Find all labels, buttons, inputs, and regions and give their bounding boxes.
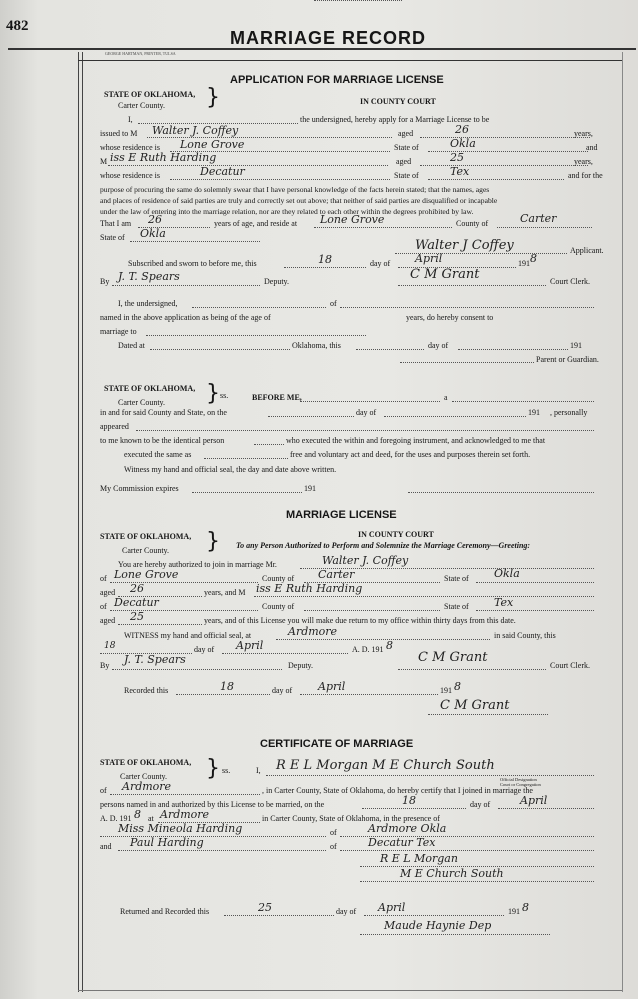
cert-witness2: Paul Harding <box>130 836 204 849</box>
app-line3-c: and <box>586 143 598 152</box>
lic-court: IN COUNTY COURT <box>358 530 434 539</box>
page-title: MARRIAGE RECORD <box>230 28 427 48</box>
left-margin-rule <box>78 52 79 992</box>
app-county-blank <box>497 227 592 228</box>
cert-day: 18 <box>402 794 416 807</box>
cert-month: April <box>520 794 548 807</box>
ack-year: 191 <box>528 408 540 417</box>
lic-line5-b: years, and of this License you will make due return to my office within thirty days from this date. <box>204 616 516 625</box>
lic-state-hw: Okla <box>494 567 520 580</box>
parent-label: Parent or Guardian. <box>536 355 599 364</box>
consent-day-of: day of <box>428 341 449 350</box>
cert-year: 8 <box>134 808 141 821</box>
lic-day-of: day of <box>194 645 215 654</box>
lic-recorded: Recorded this <box>124 686 169 695</box>
lic-county-hw: Carter <box>318 568 355 581</box>
cert-officiant-blank <box>266 775 594 776</box>
consent-name-blank <box>192 307 326 308</box>
cert-official-designation: Official Designation <box>500 777 537 782</box>
consent-dated-blank <box>150 349 290 350</box>
app-para1: purpose of procuring the same do solemnly swear that I have personal knowledge of the facts herein stated; that the names, ages <box>100 185 490 194</box>
cert-signature: R E L Morgan <box>380 852 458 865</box>
lic-bride: iss E Ruth Harding <box>256 582 363 595</box>
cert-line3-b: at <box>148 814 154 823</box>
consent-line1-b: of <box>330 299 337 308</box>
cert-witness1-of: Ardmore Okla <box>368 822 447 835</box>
lic-at: Ardmore <box>288 625 338 638</box>
lic-line4-c: State of <box>444 602 469 611</box>
lic-rec-month: April <box>318 680 346 693</box>
cert-county: Carter County. <box>120 772 168 781</box>
clerk-name: C M Grant <box>410 267 480 282</box>
lic-bride-state: Tex <box>494 596 514 609</box>
lic-court-clerk: Court Clerk. <box>550 661 590 670</box>
app-reside-blank <box>314 227 452 228</box>
lic-bride-of: Decatur <box>114 596 159 609</box>
printer-line: GEORGE HARTMAN, PRINTER, TULSA <box>105 51 176 56</box>
ack-appeared-blank <box>136 430 594 431</box>
ack-day-of: day of <box>356 408 377 417</box>
consent-line2-b: years, do hereby consent to <box>406 313 494 322</box>
ack-ss: ss. <box>220 391 229 400</box>
ack-notary-blank <box>408 492 594 493</box>
app-line2-a: issued to M <box>100 129 138 138</box>
lic-rec-day-of: day of <box>272 686 293 695</box>
groom-age: 26 <box>455 123 469 136</box>
cert-line3-a: A. D. 191 <box>100 814 132 823</box>
sworn-day: 18 <box>318 253 332 266</box>
cert-ret-day-of: day of <box>336 907 357 916</box>
app-line2-b: aged <box>398 129 414 138</box>
clerk-blank <box>398 285 546 286</box>
lic-by: By <box>100 661 110 670</box>
app-line3-a: whose residence is <box>100 143 160 152</box>
ack-line3-a: to me known to be the identical person <box>100 436 225 445</box>
app-county: Carter County. <box>118 101 166 110</box>
sworn-text: Subscribed and sworn to before me, this <box>128 259 257 268</box>
consent-month-blank <box>458 349 568 350</box>
app-line7-a: State of <box>100 233 125 242</box>
cert-returned: Returned and Recorded this <box>120 907 210 916</box>
groom-name: Walter J. Coffey <box>152 124 239 137</box>
app-state2-blank <box>130 241 260 242</box>
lic-rec-day-blank <box>176 694 270 695</box>
cert-officiant: R E L Morgan M E Church South <box>276 758 495 773</box>
ack-witness: Witness my hand and official seal, the day and date above written. <box>124 465 337 474</box>
cert-line5-of: of <box>330 842 337 851</box>
ack-county: Carter County. <box>118 398 166 407</box>
ack-month-blank <box>384 416 526 417</box>
certificate-heading: CERTIFICATE OF MARRIAGE <box>260 738 414 750</box>
cert-brace: } <box>206 756 220 781</box>
cert-ret-year: 8 <box>522 901 529 914</box>
cert-line1-b: , in Carter County, State of Oklahoma, do hereby certify that I joined in marriage the <box>262 786 533 795</box>
ack-commission-blank <box>192 492 302 493</box>
lic-rec-clerk: C M Grant <box>440 698 510 713</box>
bride-state: Tex <box>450 165 470 178</box>
lic-month-blank <box>222 653 348 654</box>
cert-church-blank <box>360 881 594 882</box>
app-state: STATE OF OKLAHOMA, <box>104 90 196 99</box>
app-line6-b: years of age, and reside at <box>214 219 298 228</box>
app-court: IN COUNTY COURT <box>360 97 436 106</box>
app-bride-age-blank <box>420 165 588 166</box>
lic-month: April <box>236 639 264 652</box>
lic-line5-a: aged <box>100 616 116 625</box>
lic-line2-c: State of <box>444 574 469 583</box>
lic-of: Lone Grove <box>114 568 179 581</box>
lic-age: 26 <box>130 582 144 595</box>
deputy-blank <box>112 285 260 286</box>
consent-line3-a: marriage to <box>100 327 137 336</box>
ack-commission-year: 191 <box>304 484 316 493</box>
lic-line4-b: County of <box>262 602 295 611</box>
lic-at-blank <box>276 639 490 640</box>
cert-of-blank <box>110 794 260 795</box>
groom-state: Okla <box>450 137 476 150</box>
lic-line3-b: years, and M <box>204 588 246 597</box>
ack-on-blank <box>268 416 354 417</box>
lic-state-blank <box>476 582 594 583</box>
cert-i: I, <box>256 766 261 775</box>
lic-ad: A. D. 191 <box>352 645 384 654</box>
lic-rec-year-prefix: 191 <box>440 686 452 695</box>
parent-blank <box>400 362 534 363</box>
applicant-county: Carter <box>520 212 557 225</box>
app-brace: } <box>206 85 220 110</box>
license-heading: MARRIAGE LICENSE <box>286 509 397 521</box>
ack-a-blank <box>452 401 594 402</box>
sworn-year: 8 <box>530 252 537 265</box>
by-label: By <box>100 277 110 286</box>
cert-witness2-blank <box>118 850 326 851</box>
lic-line4-a: of <box>100 602 107 611</box>
app-age-blank <box>420 137 590 138</box>
lic-greeting: To any Person Authorized to Perform and Solemnize the Marriage Ceremony—Greeting: <box>236 541 531 550</box>
lic-bride-age: 25 <box>130 610 144 623</box>
consent-to-blank <box>146 335 366 336</box>
app-bride-blank <box>108 165 388 166</box>
lic-clerk-blank <box>398 669 546 670</box>
cert-line5-and: and <box>100 842 112 851</box>
groom-residence: Lone Grove <box>180 138 245 151</box>
cert-ret-day: 25 <box>258 901 272 914</box>
lic-county: Carter County. <box>122 546 170 555</box>
applicant-state: Okla <box>140 227 166 240</box>
app-line5-b: State of <box>394 171 419 180</box>
deputy-label: Deputy. <box>264 277 290 286</box>
bride-residence: Decatur <box>200 165 245 178</box>
cert-day-of: day of <box>470 800 491 809</box>
cert-line3-c: in Carter County, State of Oklahoma, in the presence of <box>262 814 440 823</box>
cert-ss: ss. <box>222 766 231 775</box>
lic-rec-month-blank <box>300 694 438 695</box>
ack-before: BEFORE ME, <box>252 393 302 402</box>
app-line5-a: whose residence is <box>100 171 160 180</box>
app-line1-b: the undersigned, hereby apply for a Marriage License to be <box>300 115 490 124</box>
lic-line2-b: County of <box>262 574 295 583</box>
header-rule <box>8 48 636 50</box>
left-margin-rule-2 <box>82 52 83 992</box>
app-para2: and places of residence of said parties are truly and correctly set out above; that neither of said parties are disqualified or incapable <box>100 196 498 205</box>
cert-line4-of: of <box>330 828 337 837</box>
court-clerk-label: Court Clerk. <box>550 277 590 286</box>
ack-line1-a: in and for said County and State, on the <box>100 408 227 417</box>
app-line6-a: That I am <box>100 219 132 228</box>
top-rule <box>78 60 622 61</box>
lic-line6-b: in said County, this <box>494 631 556 640</box>
lic-brace: } <box>206 529 220 554</box>
app-line4-b: aged <box>396 157 412 166</box>
cert-court-congregation: Court or Congregation <box>500 782 541 787</box>
sworn-year-prefix: 191 <box>518 259 530 268</box>
consent-dated: Dated at <box>118 341 145 350</box>
consent-line1-a: I, the undersigned, <box>118 299 178 308</box>
lic-bride-blank <box>254 596 594 597</box>
lic-bride-state-blank <box>476 610 594 611</box>
ack-state: STATE OF OKLAHOMA, <box>104 384 196 393</box>
sworn-month: April <box>415 252 443 265</box>
consent-age-blank <box>314 0 402 1</box>
applicant-residence: Lone Grove <box>320 213 385 226</box>
lic-rec-day: 18 <box>220 680 234 693</box>
lic-deputy-label: Deputy. <box>288 661 314 670</box>
bottom-rule <box>78 990 622 991</box>
cert-witness1: Miss Mineola Harding <box>118 822 243 835</box>
deputy-name: J. T. Spears <box>118 270 180 283</box>
bride-name: iss E Ruth Harding <box>110 151 217 164</box>
applicant-signature: Walter J Coffey <box>415 238 514 253</box>
lic-clerk: C M Grant <box>418 650 488 665</box>
app-line6-c: County of <box>456 219 489 228</box>
ack-personally: , personally <box>550 408 588 417</box>
consent-year: 191 <box>570 341 582 350</box>
right-margin-rule <box>622 52 623 992</box>
ack-person-blank <box>254 444 284 445</box>
lic-groom: Walter J. Coffey <box>322 554 409 567</box>
app-line3-b: State of <box>394 143 419 152</box>
ack-line4-a: executed the same as <box>124 450 192 459</box>
lic-year: 8 <box>386 639 393 652</box>
consent-this-blank <box>356 349 424 350</box>
consent-of-blank <box>340 307 594 308</box>
applicant-label: Applicant. <box>570 246 604 255</box>
cert-at: Ardmore <box>160 808 210 821</box>
cert-witness2-of-blank <box>340 850 594 851</box>
sworn-day-of: day of <box>370 259 391 268</box>
ack-before-blank <box>300 401 440 402</box>
app-line5-c: and for the <box>568 171 603 180</box>
cert-state: STATE OF OKLAHOMA, <box>100 758 192 767</box>
cert-line1-a: of <box>100 786 107 795</box>
ack-brace: } <box>206 381 220 406</box>
application-heading: APPLICATION FOR MARRIAGE LICENSE <box>230 74 444 86</box>
lic-deputy: J. T. Spears <box>124 653 186 666</box>
ack-commission: My Commission expires <box>100 484 179 493</box>
lic-state: STATE OF OKLAHOMA, <box>100 532 192 541</box>
app-line1-a: I, <box>128 115 133 124</box>
ack-a: a <box>444 393 448 402</box>
app-bride-res-blank <box>170 179 390 180</box>
cert-of: Ardmore <box>122 780 172 793</box>
app-para3: under the law of entering into the marriage relation, nor are they related to each other within the degrees prohibited by law. <box>100 207 474 216</box>
app-line4-c: years, <box>574 157 593 166</box>
lic-bride-age-blank <box>118 624 202 625</box>
cert-month-blank <box>498 808 594 809</box>
cert-ret-year-prefix: 191 <box>508 907 520 916</box>
applicant-age: 26 <box>148 213 162 226</box>
sworn-day-blank <box>284 267 366 268</box>
lic-rec-year: 8 <box>454 680 461 693</box>
cert-ret-month-blank <box>364 915 504 916</box>
lic-line2-a: of <box>100 574 107 583</box>
lic-line3-a: aged <box>100 588 116 597</box>
ack-appeared: appeared <box>100 422 129 431</box>
app-line2-c: years, <box>574 129 593 138</box>
cert-ret-clerk: Maude Haynie Dep <box>384 919 492 932</box>
cert-ret-day-blank <box>224 915 334 916</box>
app-bride-state-blank <box>428 179 564 180</box>
ack-line4-b: free and voluntary act and deed, for the uses and purposes therein set forth. <box>290 450 531 459</box>
lic-day: 18 <box>104 641 116 651</box>
app-line4-a: M <box>100 157 108 166</box>
cert-signature-church: M E Church South <box>400 867 504 880</box>
bride-age: 25 <box>450 151 464 164</box>
lic-rec-clerk-blank <box>428 714 548 715</box>
cert-day-blank <box>362 808 466 809</box>
consent-oklahoma: Oklahoma, this <box>292 341 341 350</box>
ack-line3-b: who executed the within and foregoing instrument, and acknowledged to me that <box>286 436 546 445</box>
cert-ret-month: April <box>378 901 406 914</box>
cert-witness2-of: Decatur Tex <box>368 836 436 849</box>
ack-as-blank <box>204 458 288 459</box>
lic-deputy-blank <box>112 669 282 670</box>
lic-line1: You are hereby authorized to join in marriage Mr. <box>118 560 277 569</box>
lic-bride-county-blank <box>304 610 440 611</box>
cert-line2-a: persons named in and authorized by this License to be married, on the <box>100 800 325 809</box>
page-number: 482 <box>6 18 29 34</box>
lic-line6-a: WITNESS my hand and official seal, at <box>124 631 252 640</box>
consent-line2-a: named in the above application as being of the age of <box>100 313 271 322</box>
cert-ret-clerk-blank <box>360 934 550 935</box>
